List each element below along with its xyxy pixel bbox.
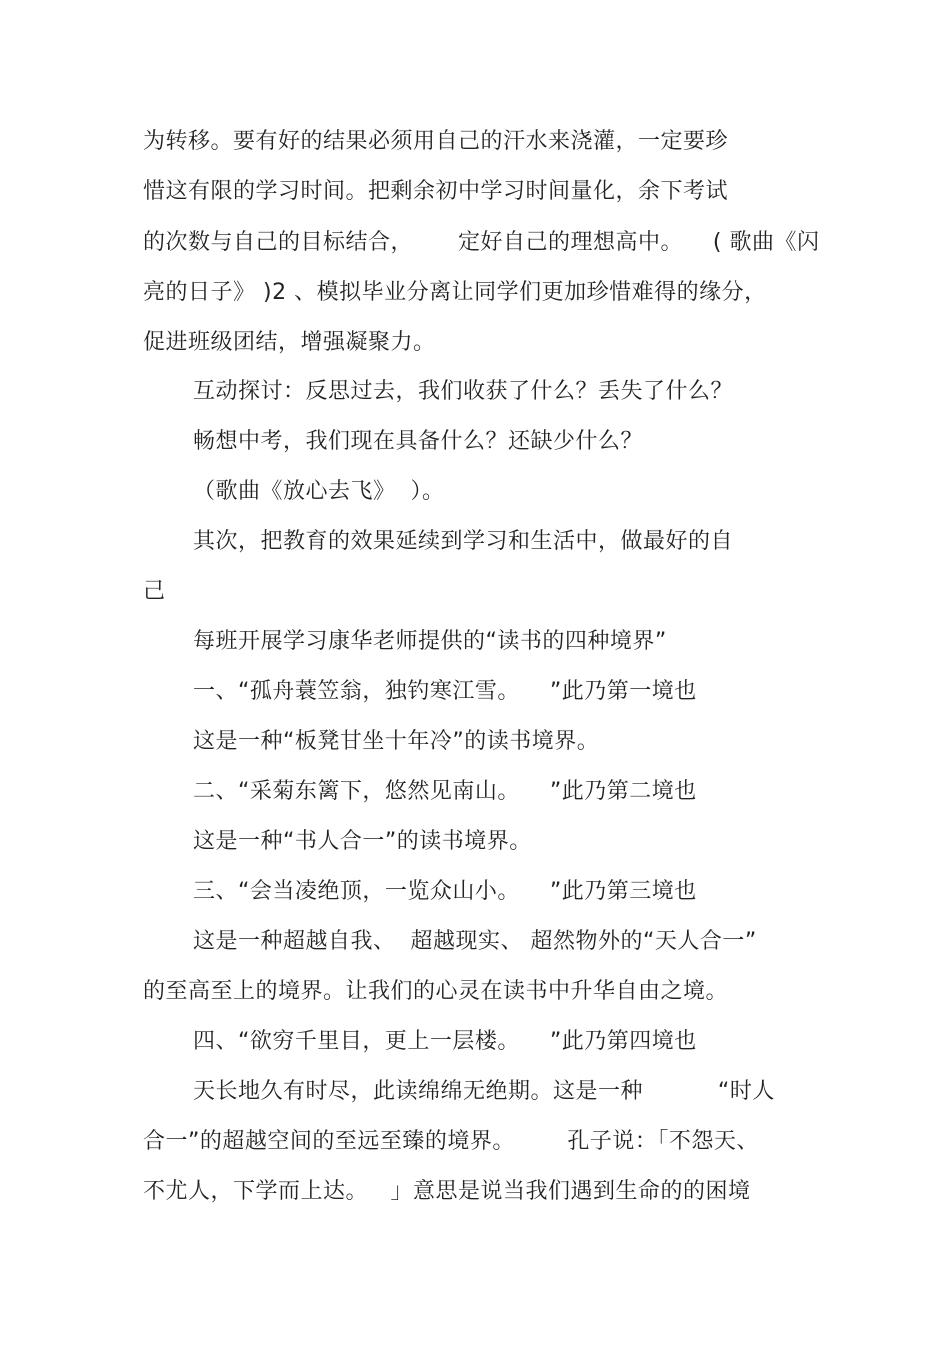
text-line: 不尤人，下学而上达。 」意思是说当我们遇到生命的的困境 [143, 1179, 751, 1204]
text-line: 这是一种“板凳甘坐十年冷”的读书境界。 [193, 729, 600, 754]
text-line: 这是一种超越自我、 超越现实、 超然物外的“天人合一” [193, 929, 757, 954]
text-line: 二、“采菊东篱下，悠然见南山。 ”此乃第二境也 [193, 779, 697, 804]
text-line: 每班开展学习康华老师提供的“读书的四种境界” [193, 629, 667, 654]
text-line: 为转移。要有好的结果必须用自己的汗水来浇灌，一定要珍 [143, 129, 729, 154]
text-line: 畅想中考，我们现在具备什么？还缺少什么？ [193, 429, 644, 454]
text-line: 促进班级团结，增强凝聚力。 [143, 330, 436, 355]
text-line: 的次数与自己的目标结合， 定好自己的理想高中。 ( 歌曲《闪 [143, 230, 820, 255]
text-line: 天长地久有时尽，此读绵绵无绝期。这是一种 “时人 [193, 1079, 775, 1104]
text-line: 四、“欲穷千里目，更上一层楼。 ”此乃第四境也 [193, 1029, 697, 1054]
text-line: 互动探讨：反思过去，我们收获了什么？丢失了什么？ [193, 379, 734, 404]
text-line: 的至高至上的境界。让我们的心灵在读书中升华自由之境。 [143, 979, 729, 1004]
text-line: 己 [143, 579, 166, 604]
text-line: 这是一种“书人合一”的读书境界。 [193, 829, 532, 854]
text-line: （歌曲《放心去飞》 ）。 [193, 479, 445, 504]
text-line: 亮的日子》 )2 、模拟毕业分离让同学们更加珍惜难得的缘分， [143, 280, 767, 305]
text-line: 一、“孤舟蓑笠翁，独钓寒江雪。 ”此乃第一境也 [193, 679, 697, 704]
text-line: 合一”的超越空间的至远至臻的境界。 孔子说：「不怨天、 [143, 1129, 759, 1154]
text-line: 惜这有限的学习时间。把剩余初中学习时间量化，余下考试 [143, 179, 729, 204]
text-line: 其次，把教育的效果延续到学习和生活中，做最好的自 [193, 529, 734, 554]
text-line: 三、“会当凌绝顶，一览众山小。 ”此乃第三境也 [193, 879, 697, 904]
